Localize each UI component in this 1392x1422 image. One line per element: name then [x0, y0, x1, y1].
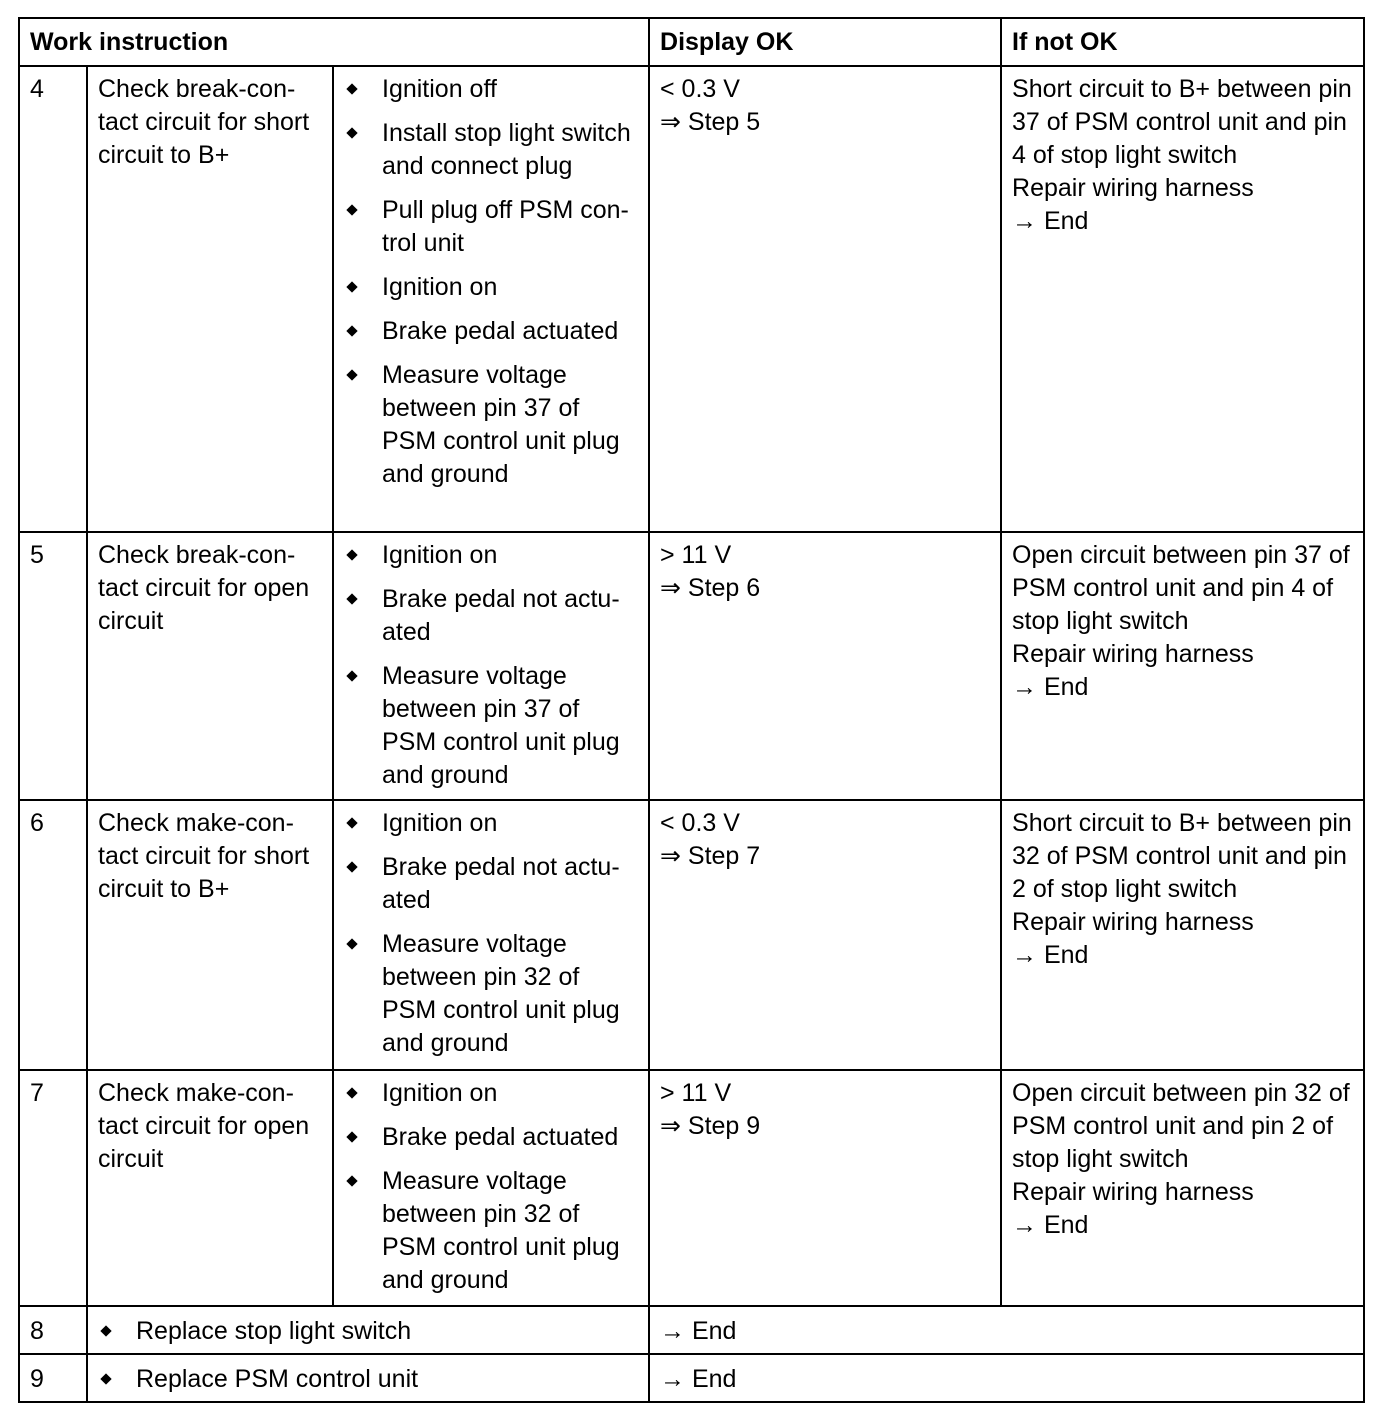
procedure-step: Measure voltage between pin 37 of PSM control unit plug and ground: [382, 662, 620, 789]
ok-next-step: ⇒ Step 7: [660, 842, 761, 870]
diamond-bullet-icon: [100, 1325, 111, 1336]
procedure-step: Ignition on: [382, 809, 498, 837]
table-row: [19, 66, 1364, 532]
procedure-step: Measure voltage between pin 32 of PSM control unit plug and ground: [382, 930, 620, 1057]
procedure-step: Ignition on: [382, 541, 498, 569]
step-number: 9: [19, 1354, 87, 1402]
display-ok-cell: [649, 532, 1001, 800]
list-item: [344, 117, 640, 183]
list-item: [344, 539, 640, 572]
diamond-bullet-icon: [346, 1131, 357, 1142]
diamond-bullet-icon: [346, 83, 357, 94]
diamond-bullet-icon: [346, 549, 357, 560]
work-instruction-table: [18, 17, 1365, 1403]
work-instruction-sheet: [18, 17, 1365, 1403]
list-item: [344, 1121, 640, 1154]
diamond-bullet-icon: [346, 281, 357, 292]
diamond-bullet-icon: [346, 127, 357, 138]
fault-action: Repair wiring harness: [1012, 908, 1254, 936]
step-number: 8: [19, 1306, 87, 1354]
procedure-cell: [333, 66, 649, 532]
procedure-cell: [87, 1306, 649, 1354]
result-cell: → End: [649, 1354, 1364, 1402]
procedure-step: Ignition on: [382, 273, 498, 301]
procedure-step: Measure voltage between pin 32 of PSM control unit plug and ground: [382, 1167, 620, 1294]
fault-action: Repair wiring harness: [1012, 1178, 1254, 1206]
display-ok-cell: [649, 1070, 1001, 1306]
diamond-bullet-icon: [346, 817, 357, 828]
ok-value: > 11 V: [660, 1079, 732, 1107]
list-item: [344, 851, 640, 917]
procedure-step: Brake pedal actuated: [382, 317, 619, 345]
check-description: Check make-con-tact circuit for open circuit: [87, 1070, 333, 1306]
procedure-cell: [333, 800, 649, 1070]
table-row: [19, 800, 1364, 1070]
check-description: Check break-con-tact circuit for open circuit: [87, 532, 333, 800]
procedure-step: Measure voltage between pin 37 of PSM control unit plug and ground: [382, 361, 620, 488]
diamond-bullet-icon: [346, 1087, 357, 1098]
procedure-step: Ignition on: [382, 1079, 498, 1107]
if-not-ok-cell: [1001, 800, 1364, 1070]
diamond-bullet-icon: [346, 938, 357, 949]
header-display-ok: Display OK: [649, 18, 1001, 66]
procedure-step: Replace stop light switch: [136, 1317, 412, 1345]
diamond-bullet-icon: [346, 861, 357, 872]
list-item: [344, 660, 640, 792]
diamond-bullet-icon: [346, 593, 357, 604]
table-header-row: [19, 18, 1364, 66]
procedure-list: [344, 539, 640, 792]
ok-value: < 0.3 V: [660, 75, 740, 103]
list-item: [98, 1363, 640, 1396]
fault-description: Short circuit to B+ between pin 37 of PSM control unit and pin 4 of stop light switch: [1012, 75, 1352, 169]
display-ok-cell: [649, 66, 1001, 532]
procedure-step: Install stop light switch and connect plug: [382, 119, 631, 180]
procedure-list: [344, 1077, 640, 1297]
list-item: [344, 315, 640, 348]
procedure-cell: [333, 1070, 649, 1306]
result-cell: → End: [649, 1306, 1364, 1354]
step-number: 4: [19, 66, 87, 532]
ok-value: < 0.3 V: [660, 809, 740, 837]
table-row: [19, 1354, 1364, 1402]
diamond-bullet-icon: [346, 1175, 357, 1186]
fault-description: Short circuit to B+ between pin 32 of PSM control unit and pin 2 of stop light switch: [1012, 809, 1352, 903]
ok-next-step: ⇒ Step 9: [660, 1112, 761, 1140]
diamond-bullet-icon: [346, 325, 357, 336]
header-work-instruction: Work instruction: [19, 18, 649, 66]
list-item: [344, 271, 640, 304]
fault-description: Open circuit between pin 32 of PSM control unit and pin 2 of stop light switch: [1012, 1079, 1350, 1173]
procedure-list: [344, 73, 640, 491]
if-not-ok-cell: [1001, 532, 1364, 800]
ok-next-step: ⇒ Step 5: [660, 108, 761, 136]
step-number: 7: [19, 1070, 87, 1306]
procedure-cell: [87, 1354, 649, 1402]
list-item: [344, 359, 640, 491]
step-number: 6: [19, 800, 87, 1070]
procedure-list: [344, 807, 640, 1060]
procedure-step: Brake pedal actuated: [382, 1123, 619, 1151]
diamond-bullet-icon: [346, 369, 357, 380]
fault-action: Repair wiring harness: [1012, 640, 1254, 668]
fault-next: → End: [1012, 941, 1089, 969]
list-item: [344, 807, 640, 840]
list-item: [344, 73, 640, 106]
fault-action: Repair wiring harness: [1012, 174, 1254, 202]
list-item: [98, 1315, 640, 1348]
table-row: [19, 532, 1364, 800]
procedure-step: Brake pedal not actu-ated: [382, 853, 620, 914]
procedure-step: Replace PSM control unit: [136, 1365, 419, 1393]
fault-description: Open circuit between pin 37 of PSM control unit and pin 4 of stop light switch: [1012, 541, 1350, 635]
fault-next: → End: [1012, 207, 1089, 235]
check-description: Check break-con-tact circuit for short circuit to B+: [87, 66, 333, 532]
header-if-not-ok: If not OK: [1001, 18, 1364, 66]
list-item: [344, 1165, 640, 1297]
list-item: [344, 1077, 640, 1110]
list-item: [344, 928, 640, 1060]
if-not-ok-cell: [1001, 66, 1364, 532]
ok-next-step: ⇒ Step 6: [660, 574, 761, 602]
procedure-cell: [333, 532, 649, 800]
fault-next: → End: [1012, 1211, 1089, 1239]
table-row: [19, 1070, 1364, 1306]
if-not-ok-cell: [1001, 1070, 1364, 1306]
list-item: [344, 194, 640, 260]
ok-value: > 11 V: [660, 541, 732, 569]
display-ok-cell: [649, 800, 1001, 1070]
check-description: Check make-con-tact circuit for short circuit to B+: [87, 800, 333, 1070]
step-number: 5: [19, 532, 87, 800]
procedure-step: Pull plug off PSM con-trol unit: [382, 196, 629, 257]
fault-next: → End: [1012, 673, 1089, 701]
diamond-bullet-icon: [346, 204, 357, 215]
diamond-bullet-icon: [346, 670, 357, 681]
table-row: [19, 1306, 1364, 1354]
diamond-bullet-icon: [100, 1373, 111, 1384]
list-item: [344, 583, 640, 649]
procedure-step: Brake pedal not actu-ated: [382, 585, 620, 646]
procedure-step: Ignition off: [382, 75, 497, 103]
